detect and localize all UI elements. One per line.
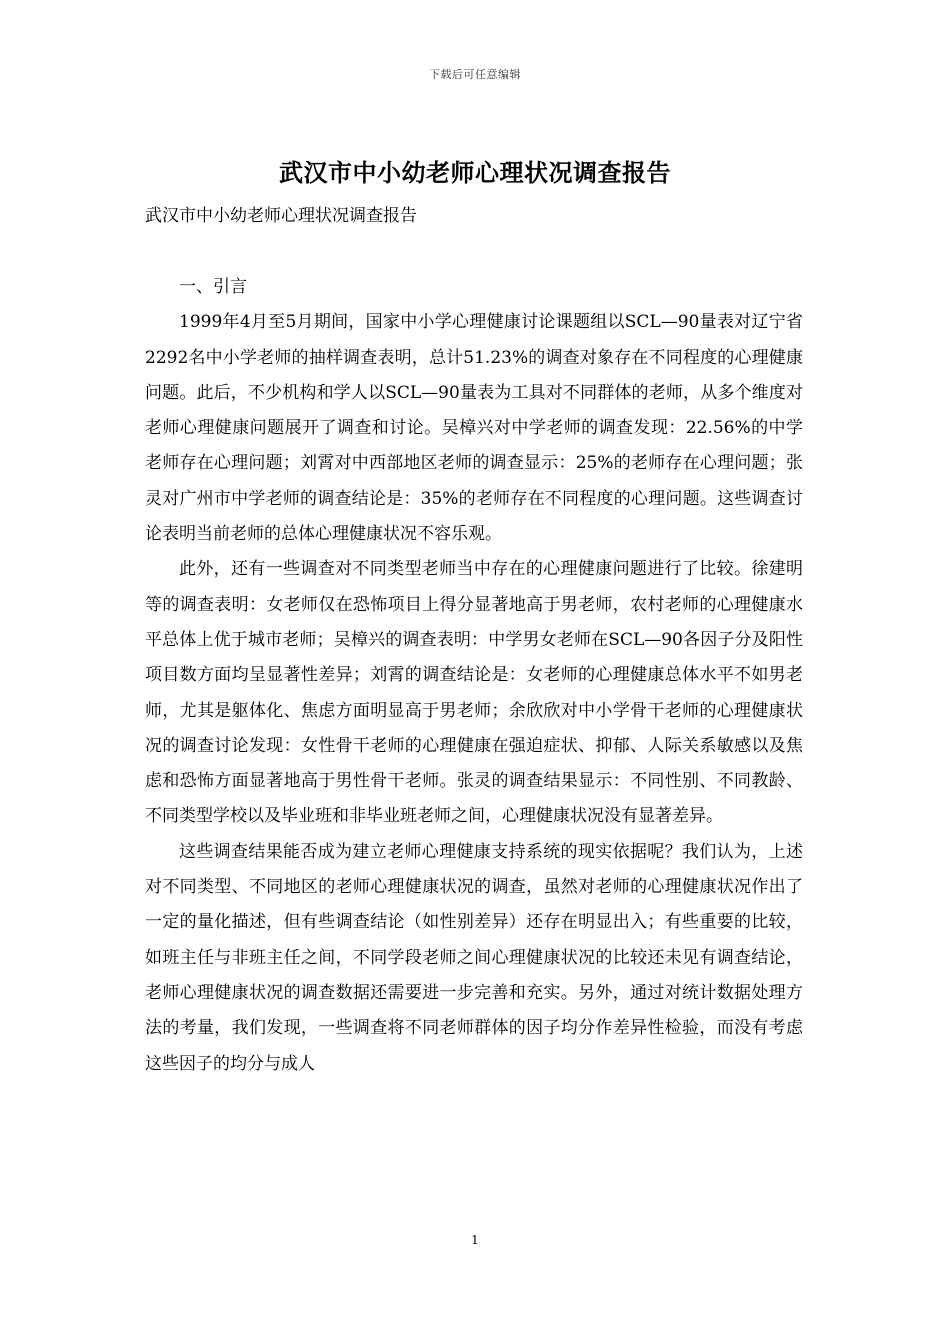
body-paragraph-2: 此外，还有一些调查对不同类型老师当中存在的心理健康问题进行了比较。徐建明等的调查表明：女老师仅在恐怖项目上得分显著地高于男老师，农村老师的心理健康水平总体上优于城市老师；吴樟兴的调查表明：中学男女老师在SCL—90各因子分及阳性项目数方面均呈显著性差异；刘霄的调查结论是：女老师的心理健康总体水平不如男老师，尤其是躯体化、焦虑方面明显高于男老师；余欣欣对中小学骨干老师的心理健康状况的调查讨论发现：女性骨干老师的心理健康在强迫症状、抑郁、人际关系敏感以及焦虑和恐怖方面显著地高于男性骨干老师。张灵的调查结果显示：不同性别、不同教龄、不同类型学校以及毕业班和非毕业班老师之间，心理健康状况没有显著差异。 xyxy=(145,559,803,827)
page-header: 下载后可任意编辑 xyxy=(429,68,521,81)
body-paragraph-3: 这些调查结果能否成为建立老师心理健康支持系统的现实依据呢？我们认为，上述对不同类型、不同地区的老师心理健康状况的调查，虽然对老师的心理健康状况作出了一定的量化描述，但有些调查结论（如性别差异）还存在明显出入；有些重要的比较，如班主任与非班主任之间，不同学段老师之间心理健康状况的比较还未见有调查结论，老师心理健康状况的调查数据还需要进一步完善和充实。另外，通过对统计数据处理方法的考量，我们发现，一些调查将不同老师群体的因子均分作差异性检验，而没有考虑这些因子的均分与成人 xyxy=(145,841,803,1074)
document-subtitle: 武汉市中小幼老师心理状况调查报告 xyxy=(145,206,417,226)
document-title: 武汉市中小幼老师心理状况调查报告 xyxy=(279,158,671,187)
document-body xyxy=(145,270,803,1082)
section-heading: 一、引言 xyxy=(179,277,247,297)
page-number: 1 xyxy=(471,1233,479,1247)
body-paragraph-1: 1999年4月至5月期间，国家中小学心理健康讨论课题组以SCL—90量表对辽宁省2292名中小学老师的抽样调查表明，总计51.23%的调查对象存在不同程度的心理健康问题。此后，不少机构和学人以SCL—90量表为工具对不同群体的老师，从多个维度对老师心理健康问题展开了调查和讨论。吴樟兴对中学老师的调查发现：22.56%的中学老师存在心理问题；刘霄对中西部地区老师的调查显示：25%的老师存在心理问题；张灵对广州市中学老师的调查结论是：35%的老师存在不同程度的心理问题。这些调查讨论表明当前老师的总体心理健康状况不容乐观。 xyxy=(145,312,803,545)
